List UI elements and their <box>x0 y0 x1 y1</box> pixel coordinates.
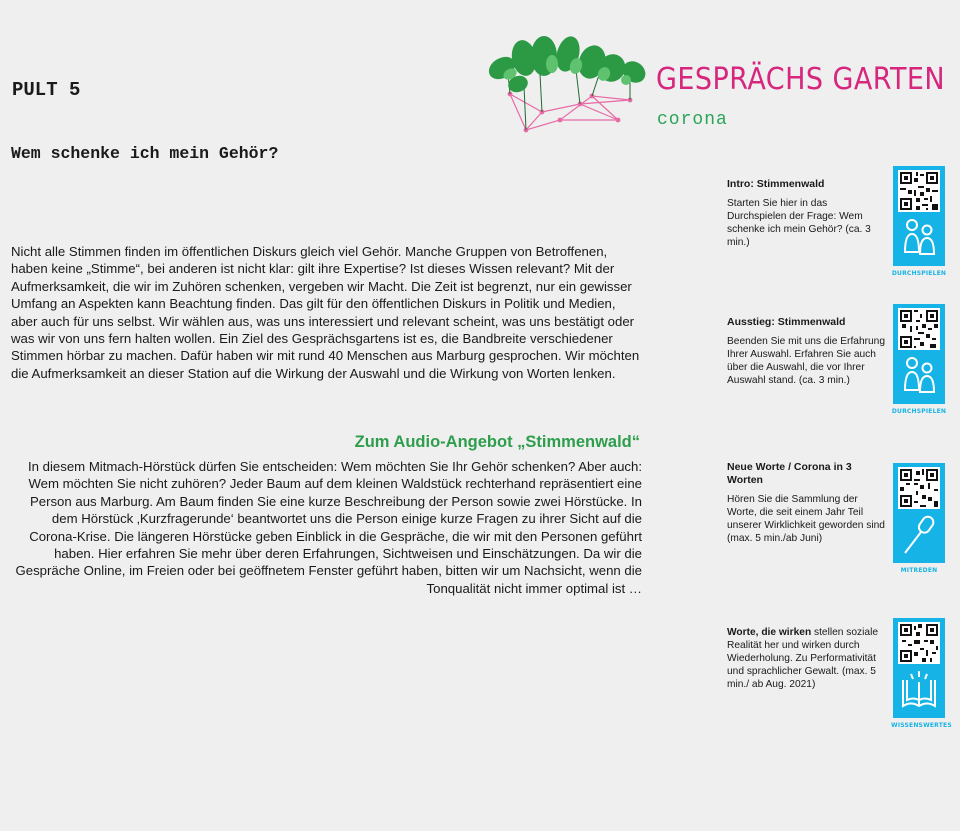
tile-label: DURCHSPIELEN <box>891 270 947 277</box>
audio-card-words-that-work <box>727 626 960 729</box>
qr-code-icon[interactable] <box>898 308 940 350</box>
card-title: Neue Worte / Corona in 3 Worten <box>727 461 852 486</box>
card-description: Hören Sie die Sammlung der Worte, die seit einem Jahr Teil unserer Wirklichkeit geworden sind (max. 5 min./ab Juni) <box>727 494 885 544</box>
players-icon <box>899 216 939 258</box>
card-title: Worte, die wirken <box>727 627 812 638</box>
audio-card-intro <box>727 178 960 277</box>
card-description <box>727 626 889 691</box>
card-text: stellen soziale Realität her und wirken durch Wiederholung. Zu Performativität und sprachlicher Gewalt. (max. 5 min./ ab Aug. 2021) <box>727 627 878 690</box>
microphone-icon <box>899 513 939 555</box>
station-number: PULT 5 <box>12 79 81 101</box>
audio-section-title: Zum Audio-Angebot „Stimmenwald“ <box>354 433 640 451</box>
qr-tile[interactable] <box>891 618 952 729</box>
tile-label: MITREDEN <box>900 567 938 574</box>
garden-logo-icon <box>480 34 660 134</box>
card-title: Intro: Stimmenwald <box>727 178 825 190</box>
qr-code-icon[interactable] <box>898 170 940 212</box>
audio-card-exit <box>727 316 960 415</box>
card-title: Ausstieg: Stimmenwald <box>727 316 846 328</box>
qr-tile[interactable] <box>891 166 947 277</box>
audio-card-new-words <box>727 461 960 574</box>
qr-tile[interactable] <box>893 463 945 574</box>
qr-code-icon[interactable] <box>898 622 940 664</box>
card-description: Beenden Sie mit uns die Erfahrung Ihrer Auswahl. Erfahren Sie auch über die Auswahl, die vor Ihrer Auswahl stand. (ca. 3 min.) <box>727 336 886 386</box>
book-icon <box>899 668 939 710</box>
qr-code-icon[interactable] <box>898 467 940 509</box>
intro-paragraph: Nicht alle Stimmen finden im öffentlichen Diskurs gleich viel Gehör. Manche Gruppen von Betroffenen, haben keine „Stimme“, bei anderen ist nicht klar: gilt ihre Expertise? Ist dieses Wissen relevant? Mit der Aufmerksamkeit, die wir im Zuhören schenken, vergeben wir Macht. Die Zeit ist begrenzt, nur ein gewisser Umfang an Aspekten kann Beachtung finden. Das gilt für den öffentlichen Diskurs in Politik und Medien, aber auch für uns selbst. Wir wählen aus, was uns interessiert und relevant scheint, was uns bestätigt oder was wir von uns fern halten wollen. Ein Ziel des Gesprächsgartens ist es, die Bandbreite verschiedener Stimmen hörbar zu machen. Dafür haben wir mit rund 40 Menschen aus Marburg gesprochen. Wir möchten die Aufmerksamkeit an dieser Station auf die Wirkung der Auswahl und die Wirkung von Worten lenken. <box>11 244 640 381</box>
tile-label: DURCHSPIELEN <box>891 408 947 415</box>
tile-label: WISSENSWERTES <box>891 722 952 729</box>
qr-tile[interactable] <box>891 304 947 415</box>
audio-section-text: In diesem Mitmach-Hörstück dürfen Sie entscheiden: Wem möchten Sie Ihr Gehör schenken? Aber auch: Wem möchten Sie nicht zuhören? Jeder Baum auf dem kleinen Waldstück rechterhand repräsentiert eine Person aus Marburg. Am Baum finden Sie eine kurze Beschreibung der Person sowie zwei Hörstücke. In dem Hörstück ‚Kurzfragerunde‘ beantwortet uns die Person einige kurze Fragen zu ihrer Sicht auf die Corona-Krise. Die längeren Hörstücke geben Einblick in die Gespräche, die wir mit den Personen geführt haben. Hier erfahren Sie mehr über deren Erfahrungen, Sichtweisen und Einschätzungen. Da wir die Gespräche Online, im Freien oder bei geöffnetem Fenster geführt haben, bitten wir um Nachsicht, wenn die Tonqualität nicht immer optimal ist … <box>15 459 642 596</box>
brand-title: GESPRÄCHS GARTEN <box>656 62 946 97</box>
brand-subtitle: corona <box>657 110 728 130</box>
card-description: Starten Sie hier in das Durchspielen der Frage: Wem schenke ich mein Gehör? (ca. 3 min.) <box>727 198 871 248</box>
players-icon <box>899 354 939 396</box>
page-title: Wem schenke ich mein Gehör? <box>11 144 279 163</box>
